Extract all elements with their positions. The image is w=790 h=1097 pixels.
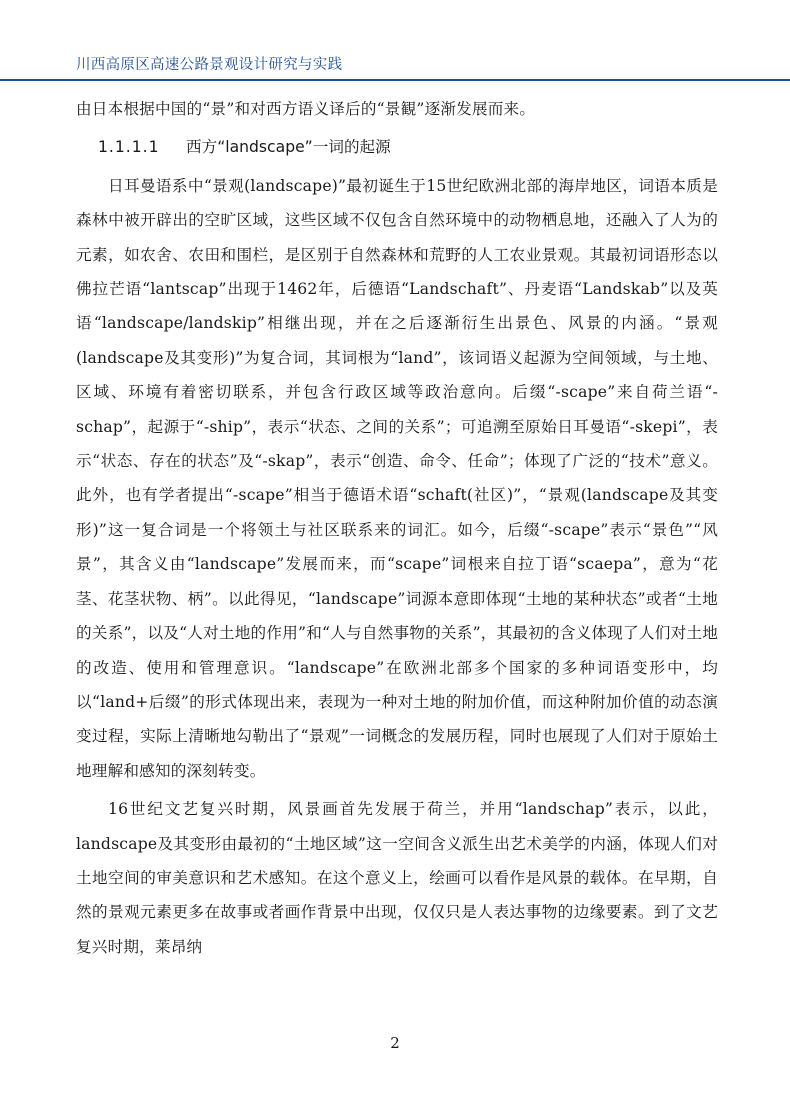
body-paragraph-1: 日耳曼语系中“景观(landscape)”最初诞生于15世纪欧洲北部的海岸地区，词语本质是森林中被开辟出的空旷区域，这些区域不仅包含自然环境中的动物栖息地，还融入了人为的元素，如农舍、农田和围栏，是区别于自然森林和荒野的人工农业景观。其最初词语形态以佛拉芒语“lantscap”出现于1462年，后德语“Landschaft”、丹麦语“Landskab”以及英语“landscape/landskip”相继出现，并在之后逐渐衍生出景色、风景的内涵。“景观(landscape及其变形)”为复合词，其词根为“land”，该词语义起源为空间领域，与土地、区域、环境有着密切联系，并包含行政区域等政治意向。后缀“-scape”来自荷兰语“-schap”，起源于“-ship”，表示“状态、之间的关系”；可追溯至原始日耳曼语“-skepi”，表示“状态、存在的状态”及“-skap”，表示“创造、命令、任命”；体现了广泛的“技术”意义。此外，也有学者提出“-scape”相当于德语术语“schaft(社区)”，“景观(landscape及其变形)”这一复合词是一个将领土与社区联系来的词汇。如今，后缀“-scape”表示“景色”“风景”，其含义由“landscape”发展而来，而“scape”词根来自拉丁语“scaepa”，意为“花茎、花茎状物、柄”。以此得见，“landscape”词源本意即体现“土地的某种状态”或者“土地的关系”，以及“人对土地的作用”和“人与自然事物的关系”，其最初的含义体现了人们对土地的改造、使用和管理意识。“landscape”在欧洲北部多个国家的多种词语变形中，均以“land+后缀”的形式体现出来，表现为一种对土地的附加价值，而这种附加价值的动态演变过程，实际上清晰地勾勒出了“景观”一词概念的发展历程，同时也展现了人们对于原始土地理解和感知的深刻转变。 [76, 176, 718, 780]
section-title: 西方“landscape”一词的起源 [186, 138, 391, 157]
intro-paragraph: 由日本根据中国的“景”和对西方语义译后的“景観”逐渐发展而来。 [76, 100, 536, 118]
section-number: 1.1.1.1 [98, 138, 160, 157]
body-paragraph-2: 16世纪文艺复兴时期，风景画首先发展于荷兰，并用“landschap”表示，以此，landscape及其变形由最初的“土地区域”这一空间含义派生出艺术美学的内涵，体现人们对土地空间的审美意识和艺术感知。在这个意义上，绘画可以看作是风景的载体。在早期，自然的景观元素更多在故事或者画作背景中出现，仅仅只是人表达事物的边缘要素。到了文艺复兴时期，莱昂纳 [76, 800, 718, 956]
header-rule [0, 79, 790, 81]
page-body [76, 92, 718, 964]
running-header-title: 川西高原区高速公路景观设计研究与实践 [76, 57, 343, 73]
page-number: 2 [390, 1034, 400, 1052]
section-heading [98, 130, 718, 164]
running-header [76, 53, 730, 74]
